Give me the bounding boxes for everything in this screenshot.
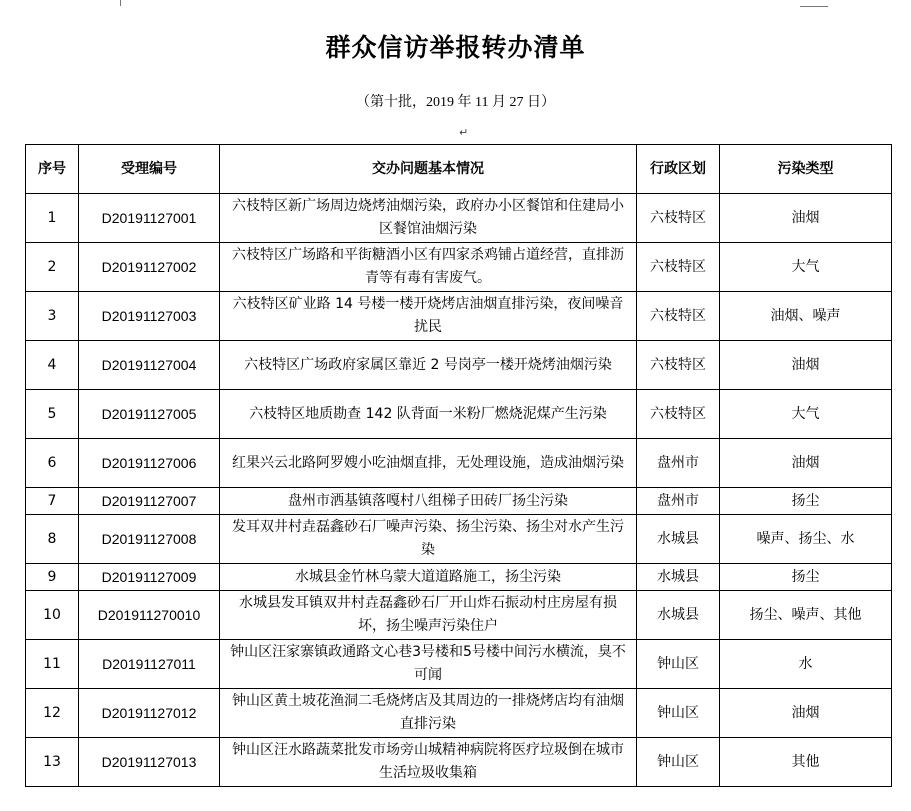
- table-row: [26, 194, 892, 243]
- cell-details: 水城县金竹林乌蒙大道道路施工，扬尘污染: [220, 564, 637, 591]
- cell-pollution-type: 水: [720, 640, 892, 689]
- complaint-table: [25, 144, 892, 787]
- header-district: 行政区划: [637, 145, 720, 194]
- cell-details: 六枝特区地质勘查 142 队背面一米粉厂燃烧泥煤产生污染: [220, 390, 637, 439]
- cell-district: 六枝特区: [637, 341, 720, 390]
- cell-case-no: D20191127001: [79, 194, 220, 243]
- table-row: [26, 738, 892, 787]
- cell-district: 钟山区: [637, 689, 720, 738]
- cell-index: 7: [26, 488, 79, 515]
- cell-details: 钟山区汪家寨镇政通路文心巷3号楼和5号楼中间污水横流，臭不可闻: [220, 640, 637, 689]
- table-row: [26, 640, 892, 689]
- page-corner-mark-left: [120, 0, 121, 6]
- cell-district: 钟山区: [637, 640, 720, 689]
- cell-pollution-type: 大气: [720, 243, 892, 292]
- cell-pollution-type: 扬尘: [720, 488, 892, 515]
- table-row: [26, 689, 892, 738]
- cell-district: 水城县: [637, 564, 720, 591]
- cell-index: 13: [26, 738, 79, 787]
- cell-case-no: D20191127002: [79, 243, 220, 292]
- cell-pollution-type: 油烟: [720, 439, 892, 488]
- cell-case-no: D20191127006: [79, 439, 220, 488]
- complaint-table-wrapper: [25, 144, 894, 811]
- page-corner-mark-right: [800, 0, 828, 7]
- table-row: [26, 564, 892, 591]
- cell-case-no: D20191127008: [79, 515, 220, 564]
- cell-details: 水城县发耳镇双井村垚磊鑫砂石厂开山炸石振动村庄房屋有损坏，扬尘噪声污染住户: [220, 591, 637, 640]
- cell-index: 8: [26, 515, 79, 564]
- cell-district: 六枝特区: [637, 194, 720, 243]
- document-subtitle: （第十批，2019 年 11 月 27 日）: [356, 95, 555, 110]
- cell-details: 六枝特区广场政府家属区靠近 2 号岗亭一楼开烧烤油烟污染: [220, 341, 637, 390]
- cell-details: 发耳双井村垚磊鑫砂石厂噪声污染、扬尘污染、扬尘对水产生污染: [220, 515, 637, 564]
- cell-index: 4: [26, 341, 79, 390]
- header-pollution-type: 污染类型: [720, 145, 892, 194]
- table-row: [26, 488, 892, 515]
- table-row: [26, 243, 892, 292]
- cell-index: 6: [26, 439, 79, 488]
- table-row: [26, 515, 892, 564]
- cell-district: 盘州市: [637, 488, 720, 515]
- cell-case-no: D20191127004: [79, 341, 220, 390]
- cell-case-no: D20191127012: [79, 689, 220, 738]
- cell-district: 盘州市: [637, 439, 720, 488]
- document-title: 群众信访举报转办清单: [325, 33, 586, 62]
- table-row: [26, 292, 892, 341]
- table-row: [26, 390, 892, 439]
- paragraph-mark-icon: ↵: [459, 126, 469, 139]
- table-row: [26, 341, 892, 390]
- cell-index: 10: [26, 591, 79, 640]
- cell-index: 9: [26, 564, 79, 591]
- table-row: [26, 591, 892, 640]
- cell-district: 水城县: [637, 515, 720, 564]
- table-row: [26, 439, 892, 488]
- cell-district: 六枝特区: [637, 243, 720, 292]
- cell-pollution-type: 扬尘: [720, 564, 892, 591]
- cell-case-no: D201911270010: [79, 591, 220, 640]
- cell-pollution-type: 油烟: [720, 194, 892, 243]
- cell-case-no: D20191127011: [79, 640, 220, 689]
- cell-index: 3: [26, 292, 79, 341]
- cell-index: 11: [26, 640, 79, 689]
- cell-district: 六枝特区: [637, 292, 720, 341]
- cell-index: 12: [26, 689, 79, 738]
- cell-district: 六枝特区: [637, 390, 720, 439]
- cell-case-no: D20191127005: [79, 390, 220, 439]
- header-case-no: 受理编号: [79, 145, 220, 194]
- cell-case-no: D20191127007: [79, 488, 220, 515]
- cell-details: 六枝特区新广场周边烧烤油烟污染，政府办小区餐馆和住建局小区餐馆油烟污染: [220, 194, 637, 243]
- cell-index: 1: [26, 194, 79, 243]
- cell-details: 六枝特区广场路和平街糖酒小区有四家杀鸡铺占道经营，直排沥青等有毒有害废气。: [220, 243, 637, 292]
- cell-pollution-type: 油烟: [720, 341, 892, 390]
- cell-district: 钟山区: [637, 738, 720, 787]
- cell-pollution-type: 噪声、扬尘、水: [720, 515, 892, 564]
- cell-pollution-type: 油烟、噪声: [720, 292, 892, 341]
- cell-index: 2: [26, 243, 79, 292]
- cell-details: 钟山区汪水路蔬菜批发市场旁山城精神病院将医疗垃圾倒在城市生活垃圾收集箱: [220, 738, 637, 787]
- cell-index: 5: [26, 390, 79, 439]
- cell-pollution-type: 扬尘、噪声、其他: [720, 591, 892, 640]
- header-index: 序号: [26, 145, 79, 194]
- cell-district: 水城县: [637, 591, 720, 640]
- cell-pollution-type: 其他: [720, 738, 892, 787]
- cell-case-no: D20191127003: [79, 292, 220, 341]
- cell-case-no: D20191127009: [79, 564, 220, 591]
- cell-pollution-type: 油烟: [720, 689, 892, 738]
- table-header-row: [26, 145, 892, 194]
- table-body: [26, 194, 892, 787]
- cell-case-no: D20191127013: [79, 738, 220, 787]
- cell-details: 红果兴云北路阿罗嫂小吃油烟直排，无处理设施，造成油烟污染: [220, 439, 637, 488]
- cell-details: 盘州市洒基镇落嘎村八组梯子田砖厂扬尘污染: [220, 488, 637, 515]
- header-details: 交办问题基本情况: [220, 145, 637, 194]
- cell-details: 六枝特区矿业路 14 号楼一楼开烧烤店油烟直排污染，夜间噪音扰民: [220, 292, 637, 341]
- cell-pollution-type: 大气: [720, 390, 892, 439]
- cell-details: 钟山区黄土坡花渔洞二毛烧烤店及其周边的一排烧烤店均有油烟直排污染: [220, 689, 637, 738]
